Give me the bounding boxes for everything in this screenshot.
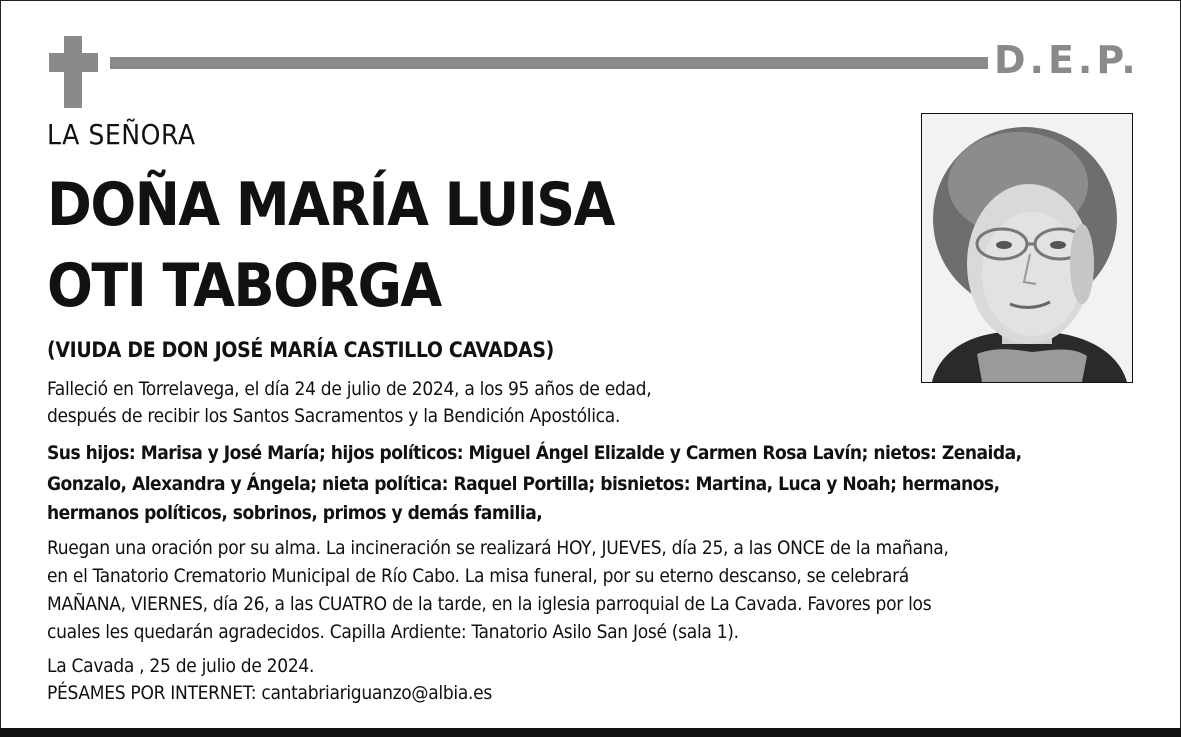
cross-icon-horizontal xyxy=(49,53,98,72)
deceased-name-line-1: DOÑA MARÍA LUISA xyxy=(47,170,614,240)
deceased-name-line-2: OTI TABORGA xyxy=(47,251,441,321)
condolences-line: PÉSAMES POR INTERNET: cantabriariguanzo@albia.es xyxy=(47,682,492,704)
header-rule xyxy=(110,57,988,69)
family-line: hermanos políticos, sobrinos, primos y demás familia, xyxy=(47,502,543,524)
widow-line: (VIUDA DE DON JOSÉ MARÍA CASTILLO CAVADAS) xyxy=(47,338,554,362)
cross-icon-vertical xyxy=(64,36,82,108)
family-line: Gonzalo, Alexandra y Ángela; nieta política: Raquel Portilla; bisnietos: Martina, Luca y Noah; hermanos, xyxy=(47,473,1000,495)
service-line: en el Tanatorio Crematorio Municipal de Río Cabo. La misa funeral, por su eterno descanso, se celebrará xyxy=(47,565,909,587)
family-line: Sus hijos: Marisa y José María; hijos políticos: Miguel Ángel Elizalde y Carmen Rosa Lavín; nietos: Zenaida, xyxy=(47,442,1022,464)
service-line: cuales les quedarán agradecidos. Capilla Ardiente: Tanatorio Asilo San José (sala 1). xyxy=(47,621,739,643)
bottom-border xyxy=(0,728,1181,737)
death-line: después de recibir los Santos Sacramentos y la Bendición Apostólica. xyxy=(47,405,621,427)
title-line: LA SEÑORA xyxy=(47,118,196,151)
death-line: Falleció en Torrelavega, el día 24 de julio de 2024, a los 95 años de edad, xyxy=(47,378,652,400)
portrait-photo xyxy=(921,113,1133,383)
portrait-image xyxy=(922,114,1132,382)
service-line: Ruegan una oración por su alma. La incineración se realizará HOY, JUEVES, día 25, a las ONCE de la mañana, xyxy=(47,537,949,559)
place-date: La Cavada , 25 de julio de 2024. xyxy=(47,655,315,677)
service-line: MAÑANA, VIERNES, día 26, a las CUATRO de la tarde, en la iglesia parroquial de La Cavada. Favores por los xyxy=(47,593,932,615)
dep-label: D.E.P. xyxy=(994,38,1140,82)
